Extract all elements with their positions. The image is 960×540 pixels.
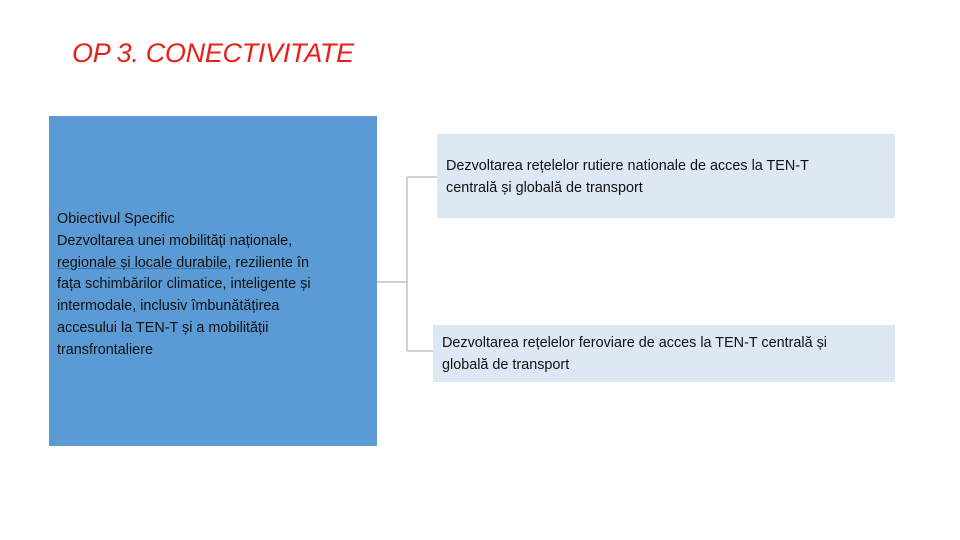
target-road-line-1: Dezvoltarea rețelelor rutiere nationale de acces la TEN-T bbox=[446, 158, 809, 174]
objective-line-5: accesului la TEN-T și a mobilității bbox=[57, 319, 269, 336]
slide-title: OP 3. CONECTIVITATE bbox=[72, 38, 354, 68]
objective-line-6: transfrontaliere bbox=[57, 341, 153, 358]
target-rail-line-1: Dezvoltarea rețelelor feroviare de acces la TEN-T centrală și bbox=[442, 335, 827, 351]
objective-line-2-rest: , reziliente în bbox=[227, 254, 309, 271]
objective-line-4: intermodale, inclusiv îmbunătățirea bbox=[57, 298, 280, 315]
objective-line-2 bbox=[57, 253, 367, 275]
objective-line-1: Dezvoltarea unei mobilități naționale, bbox=[57, 232, 293, 249]
target-box-rail bbox=[433, 325, 895, 382]
target-road-line-2: centrală și globală de transport bbox=[446, 180, 643, 196]
target-rail-line-2: globală de transport bbox=[442, 357, 570, 373]
bracket-connector bbox=[377, 170, 437, 360]
specific-objective-box bbox=[49, 116, 377, 446]
target-box-road bbox=[437, 134, 895, 218]
objective-label: Obiectivul Specific bbox=[57, 211, 175, 227]
objective-line-2-underlined: regionale și locale durabile bbox=[57, 254, 228, 271]
objective-line-3: fața schimbărilor climatice, inteligente și bbox=[57, 276, 311, 293]
